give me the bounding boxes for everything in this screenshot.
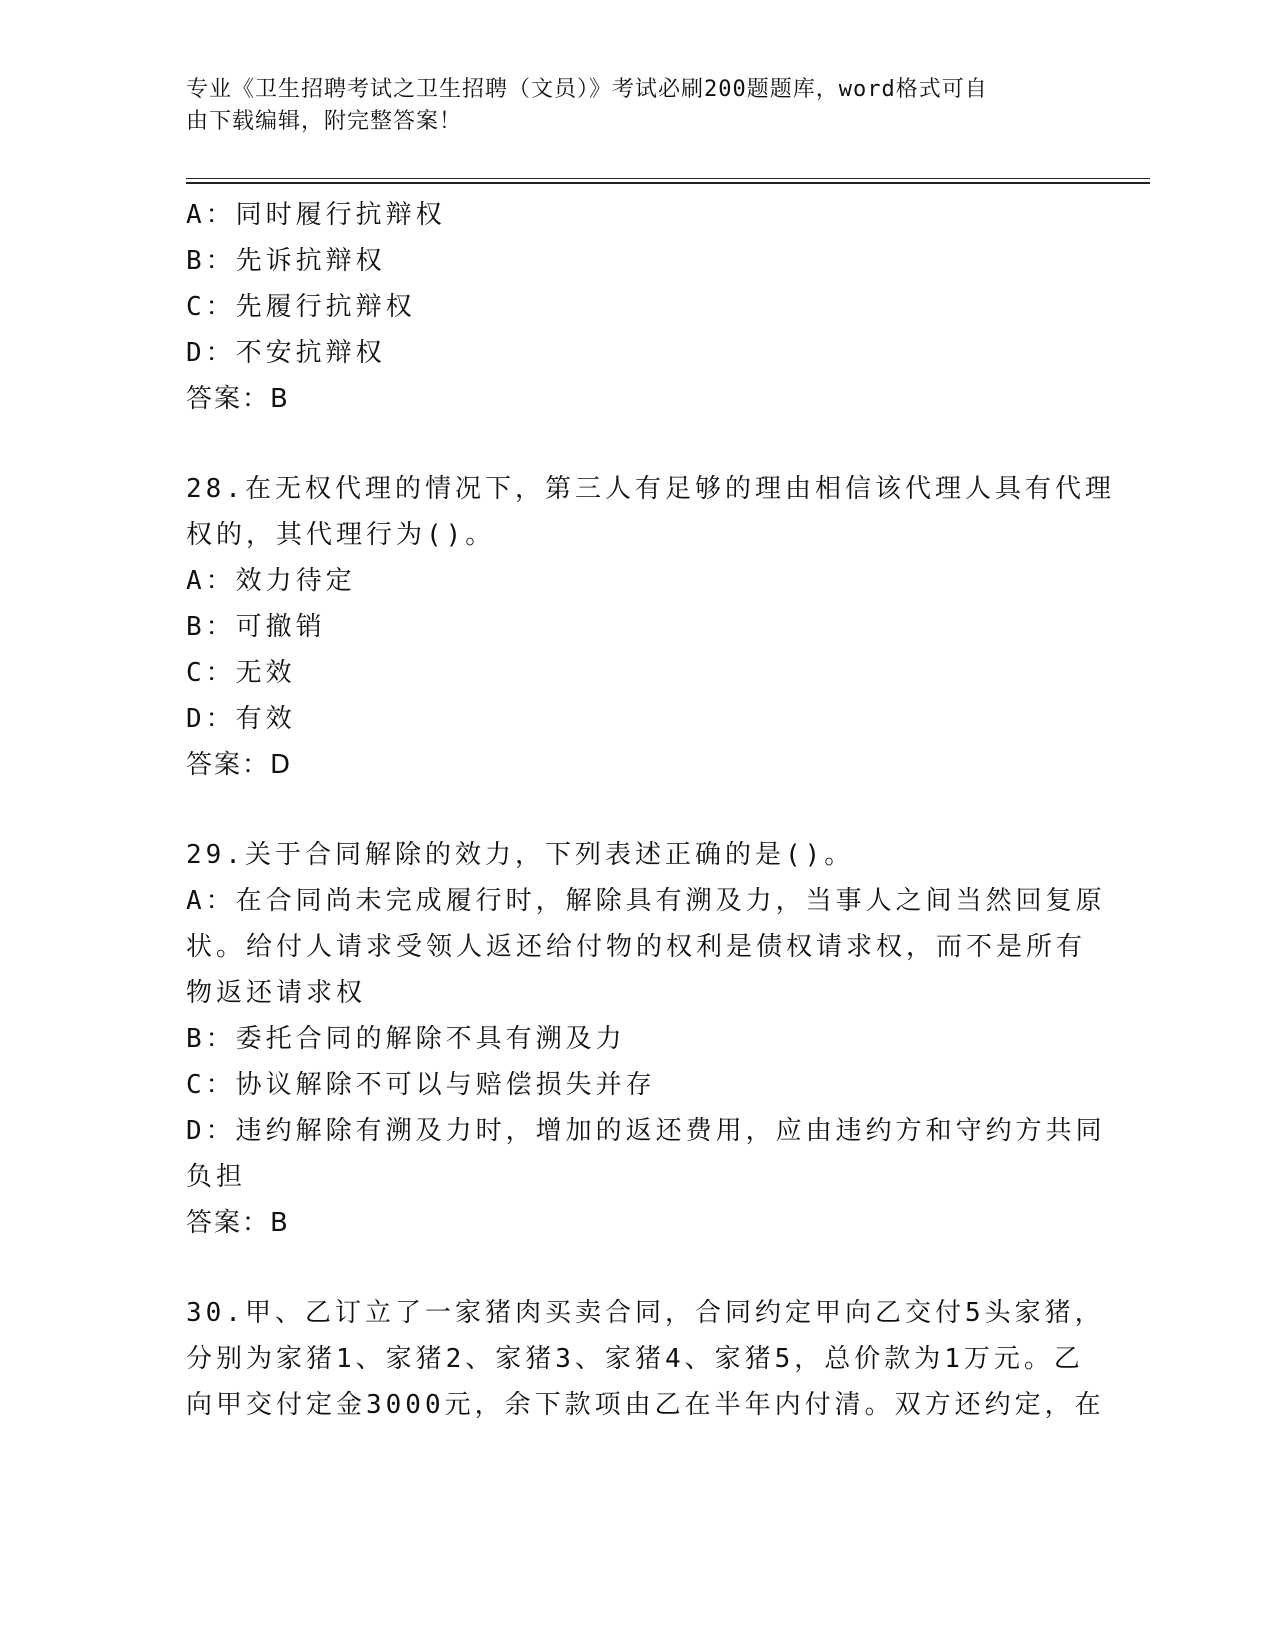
question-spacer (186, 422, 1086, 466)
q27-option-d: D：不安抗辩权 (186, 338, 386, 368)
q29-option-a-line-3: 物返还请求权 (186, 978, 367, 1008)
q28-stem-line-2: 权的，其代理行为()。 (186, 520, 496, 550)
question-30 (186, 1290, 1105, 1428)
question-spacer (186, 1246, 1086, 1290)
q29-option-c: C：协议解除不可以与赔偿损失并存 (186, 1070, 656, 1100)
q30-stem-line-2: 分别为家猪1、家猪2、家猪3、家猪4、家猪5，总价款为1万元。乙 (186, 1344, 1084, 1374)
q27-option-a: A：同时履行抗辩权 (186, 200, 446, 230)
q29-stem-line-1: 29.关于合同解除的效力，下列表述正确的是()。 (186, 840, 855, 870)
q28-answer: 答案：D (186, 750, 293, 780)
document-header (186, 74, 1066, 138)
q28-stem-line-1: 28.在无权代理的情况下，第三人有足够的理由相信该代理人具有代理 (186, 474, 1115, 504)
question-27 (186, 192, 1086, 422)
header-divider-thick (186, 182, 1150, 184)
header-line-2: 由下载编辑，附完整答案！ (186, 109, 463, 134)
q28-option-d: D：有效 (186, 704, 296, 734)
q27-answer: 答案：B (186, 384, 290, 414)
q27-option-c: C：先履行抗辩权 (186, 292, 416, 322)
q28-option-c: C：无效 (186, 658, 296, 688)
q27-option-b: B：先诉抗辩权 (186, 246, 386, 276)
q28-option-a: A：效力待定 (186, 566, 356, 596)
q30-stem-line-3: 向甲交付定金3000元，余下款项由乙在半年内付清。双方还约定，在 (186, 1390, 1105, 1420)
header-line-1: 专业《卫生招聘考试之卫生招聘（文员）》考试必刷200题题库，word格式可自 (186, 77, 988, 102)
q28-option-b: B：可撤销 (186, 612, 326, 642)
question-29 (186, 832, 1106, 1246)
q29-answer: 答案：B (186, 1208, 290, 1238)
header-divider-thin (186, 178, 1150, 179)
q29-option-a-line-2: 状。给付人请求受领人返还给付物的权利是债权请求权，而不是所有 (186, 932, 1087, 962)
q29-option-a-line-1: A：在合同尚未完成履行时，解除具有溯及力，当事人之间当然回复原 (186, 886, 1106, 916)
q30-stem-line-1: 30.甲、乙订立了一家猪肉买卖合同，合同约定甲向乙交付5头家猪， (186, 1298, 1105, 1328)
q29-option-d-line-1: D：违约解除有溯及力时，增加的返还费用，应由违约方和守约方共同 (186, 1116, 1106, 1146)
document-body (186, 192, 1115, 1428)
question-spacer (186, 788, 1086, 832)
question-28 (186, 466, 1115, 788)
q29-option-d-line-2: 负担 (186, 1162, 247, 1192)
q29-option-b: B：委托合同的解除不具有溯及力 (186, 1024, 626, 1054)
